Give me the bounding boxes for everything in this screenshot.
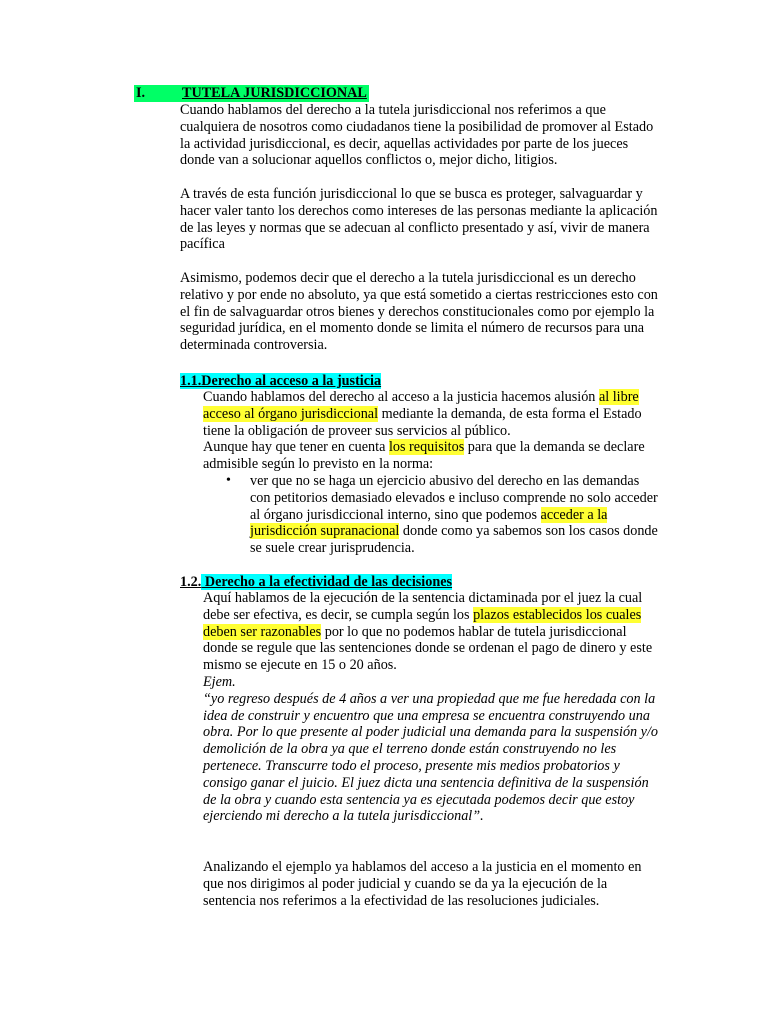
paragraph-text: Aunque hay que tener en cuenta los requisitos para que la demanda se declare admisible según lo previsto en la norma: — [203, 439, 645, 473]
paragraph — [203, 859, 663, 909]
highlight: los requisitos — [388, 439, 465, 456]
paragraph — [203, 590, 663, 825]
highlight: al libre acceso al órgano jurisdiccional — [203, 389, 639, 422]
section-number: I. — [136, 85, 146, 101]
paragraph-text: Analizando el ejemplo ya hablamos del acceso a la justicia en el momento en que nos dirigimos al poder judicial y cuando se da ya la ejecución de la sentencia nos referimos a la efectividad de las resoluciones judiciales. — [203, 859, 642, 909]
paragraph — [180, 102, 660, 169]
subsection-number: 1.2. — [180, 574, 202, 590]
bullet-list — [226, 473, 660, 557]
paragraph — [180, 186, 660, 253]
paragraph — [203, 389, 663, 473]
subsection-title: Derecho a la efectividad de las decisiones — [201, 574, 453, 590]
example-label: Ejem. — [203, 673, 236, 690]
paragraph-text: Aquí hablamos de la ejecución de la sentencia dictaminada por el juez la cual debe ser efectiva, es decir, se cumpla según los plazos establecidos los cuales deben ser razonables por lo que no podemos hablar de tutela jurisdiccional donde se regule que las sentenciones donde se ordenan el pago de dinero y este mismo se ejecute en 15 o 20 años. — [203, 590, 653, 674]
paragraph-text: Asimismo, podemos decir que el derecho a la tutela jurisdiccional es un derecho relativo y por ende no absoluto, ya que está sometido a ciertas restricciones esto con el fin de salvaguardar otros bienes y derechos constitucionales como por ejemplo la seguridad jurídica, en el momento donde se limita el número de recursos para una determinada controversia. — [180, 270, 658, 354]
subsection-heading-1-1 — [180, 373, 381, 390]
section-title: TUTELA JURISDICCIONAL — [182, 85, 367, 101]
subsection-heading-1-2 — [180, 574, 452, 591]
highlight: acceder a la jurisdicción supranacional — [250, 506, 608, 540]
section-heading-1 — [134, 85, 369, 102]
paragraph-text: Cuando hablamos del derecho a la tutela jurisdiccional nos referimos a que cualquiera de nosotros como ciudadanos tiene la posibilidad de promover al Estado la actividad jurisdiccional, es decir, aquellas actividades por parte de los jueces donde van a solucionar aquellos conflictos o, mejor dicho, litigios. — [180, 102, 654, 169]
highlight: plazos establecidos los cuales deben ser razonables — [203, 606, 642, 640]
paragraph-text: Cuando hablamos del derecho al acceso a la justicia hacemos alusión al libre acceso al órgano jurisdiccional mediante la demanda, de esta forma el Estado tiene la obligación de proveer sus servicios al público. — [203, 389, 642, 439]
paragraph-text: A través de esta función jurisdiccional lo que se busca es proteger, salvaguardar y hacer valer tanto los derechos como intereses de las personas mediante la aplicación de las leyes y normas que se adecuan al conflicto presentado y así, vivir de manera pacífica — [180, 186, 658, 253]
example-quote: “yo regreso después de 4 años a ver una propiedad que me fue heredada con la idea de construir y encuentro que una empresa se encuentra construyendo una obra. Por lo que presente al poder judicial una demanda para la suspensión y/o demolición de la obra ya que el terreno donde están construyendo no les pertenece. Transcurre todo el proceso, presente mis medios probatorios y consigo ganar el juicio. El juez dicta una sentencia definitiva de la suspensión de la obra y cuando esta sentencia ya es ejecutada podemos decir que estoy ejerciendo mi derecho a la tutela jurisdiccional”. — [203, 690, 659, 825]
paragraph — [180, 270, 660, 354]
list-item: • ver que no se haga un ejercicio abusivo del derecho en las demandas con petitorios demasiado elevados e incluso comprende no solo acceder al órgano jurisdiccional interno, sino que podemos acceder a la jurisdicción supranacional donde como ya sabemos son los casos donde se suele crear jurisprudencia. — [226, 473, 660, 557]
subsection-title: Derecho al acceso a la justicia — [201, 373, 382, 389]
subsection-number: 1.1. — [180, 373, 202, 389]
